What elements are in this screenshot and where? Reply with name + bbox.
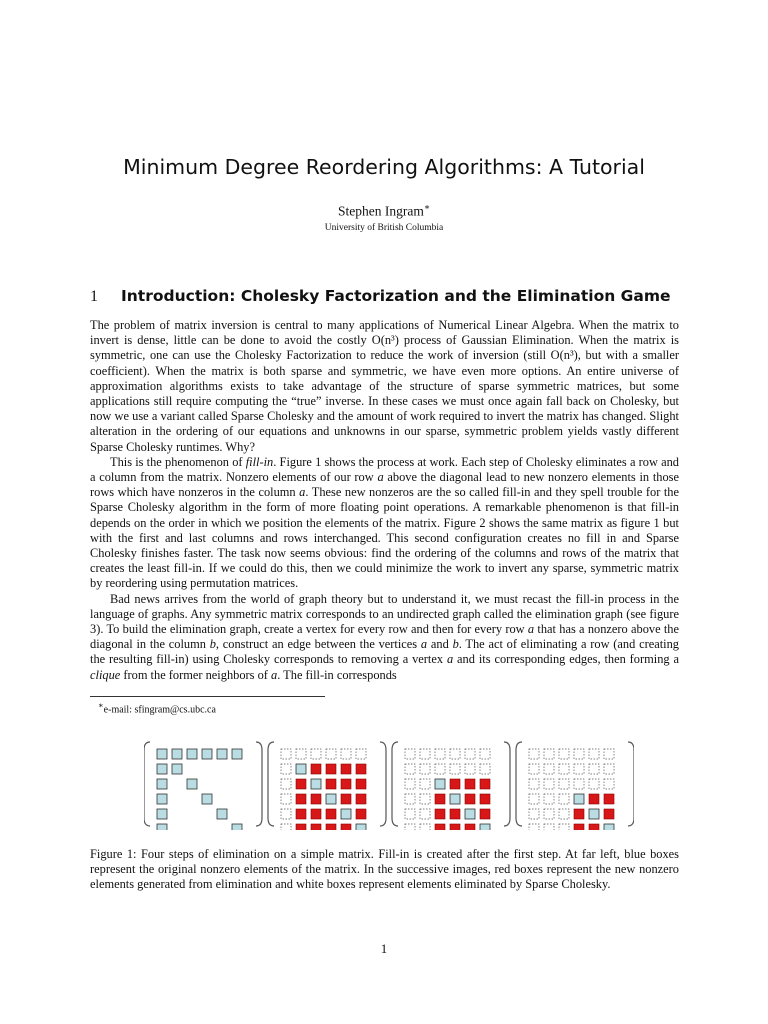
- matrix-panel-1: [144, 742, 262, 830]
- footnote: ∗e-mail: sfingram@cs.ubc.ca: [98, 701, 216, 716]
- fill-in-cell: [326, 809, 336, 819]
- eliminated-cell: [405, 779, 415, 789]
- nonzero-cell: [157, 764, 167, 774]
- eliminated-cell: [574, 779, 584, 789]
- matrix-panel-3: [392, 742, 510, 830]
- fill-in-cell: [341, 779, 351, 789]
- eliminated-cell: [420, 749, 430, 759]
- fill-in-cell: [574, 824, 584, 830]
- eliminated-cell: [296, 749, 306, 759]
- fill-in-cell: [296, 794, 306, 804]
- fill-in-cell: [311, 794, 321, 804]
- paragraph-2: This is the phenomenon of fill-in. Figure 1 shows the process at work. Each step of Cholesky eliminates a row and a column from the matrix. Nonzero elements of our row a above the diagonal lead to new nonzero elements in those rows which have nonzeros in the column a. These new nonzeros are the so called fill-in and they spell trouble for the Sparse Cholesky algorithm in the form of more floating point operations. A remarkable phenomenon is that fill-in depends on the order in which we position the elements of the matrix. Figure 2 shows the same matrix as figure 1 but with the first and last columns and rows interchanged. This second configuration creates no fill in and Sparse Cholesky finishes faster. The task now seems obvious: find the ordering of the columns and rows of the matrix that creates the least fill-in. If we could do this, then we could minimize the work to invert any sparse, symmetric matrix by reordering using permutation matrices.: [90, 454, 679, 591]
- eliminated-cell: [405, 794, 415, 804]
- left-bracket: [268, 742, 274, 826]
- eliminated-cell: [529, 764, 539, 774]
- eliminated-cell: [356, 749, 366, 759]
- left-bracket: [392, 742, 398, 826]
- page-number: 1: [380, 941, 388, 956]
- eliminated-cell: [281, 794, 291, 804]
- eliminated-cell: [544, 764, 554, 774]
- eliminated-cell: [341, 749, 351, 759]
- eliminated-cell: [480, 764, 490, 774]
- eliminated-cell: [465, 749, 475, 759]
- fill-in-cell: [435, 794, 445, 804]
- nonzero-cell: [157, 794, 167, 804]
- eliminated-cell: [281, 749, 291, 759]
- fill-in-cell: [480, 794, 490, 804]
- fill-in-cell: [465, 824, 475, 830]
- right-bracket: [628, 742, 634, 826]
- fill-in-cell: [450, 824, 460, 830]
- left-bracket: [516, 742, 522, 826]
- eliminated-cell: [405, 764, 415, 774]
- eliminated-cell: [574, 749, 584, 759]
- eliminated-cell: [559, 749, 569, 759]
- eliminated-cell: [450, 764, 460, 774]
- eliminated-cell: [281, 824, 291, 830]
- eliminated-cell: [559, 809, 569, 819]
- eliminated-cell: [529, 779, 539, 789]
- right-bracket: [380, 742, 386, 826]
- eliminated-cell: [281, 779, 291, 789]
- eliminated-cell: [529, 794, 539, 804]
- nonzero-cell: [465, 809, 475, 819]
- left-bracket: [144, 742, 150, 826]
- fill-in-cell: [341, 794, 351, 804]
- fill-in-cell: [296, 824, 306, 830]
- fill-in-cell: [341, 764, 351, 774]
- section-number: 1: [90, 288, 98, 305]
- figure-caption: Figure 1: Four steps of elimination on a simple matrix. Fill-in is created after the first step. At far left, blue boxes represent the original nonzero elements of the matrix. In the successive images, red boxes represent the new nonzero elements generated from elimination and white boxes represent elements eliminated by Sparse Cholesky.: [90, 847, 679, 892]
- affiliation: University of British Columbia: [324, 223, 444, 233]
- fill-in-cell: [296, 779, 306, 789]
- eliminated-cell: [420, 824, 430, 830]
- eliminated-cell: [529, 809, 539, 819]
- right-bracket: [504, 742, 510, 826]
- eliminated-cell: [589, 779, 599, 789]
- eliminated-cell: [604, 779, 614, 789]
- eliminated-cell: [544, 749, 554, 759]
- eliminated-cell: [435, 764, 445, 774]
- eliminated-cell: [604, 764, 614, 774]
- fill-in-cell: [356, 764, 366, 774]
- fill-in-cell: [450, 809, 460, 819]
- eliminated-cell: [311, 749, 321, 759]
- eliminated-cell: [420, 809, 430, 819]
- eliminated-cell: [281, 809, 291, 819]
- author-name: Stephen Ingram∗: [338, 202, 430, 219]
- nonzero-cell: [187, 779, 197, 789]
- eliminated-cell: [604, 749, 614, 759]
- eliminated-cell: [435, 749, 445, 759]
- nonzero-cell: [202, 749, 212, 759]
- eliminated-cell: [544, 824, 554, 830]
- fill-in-cell: [465, 779, 475, 789]
- nonzero-cell: [604, 824, 614, 830]
- section-title: Introduction: Cholesky Factorization and the Elimination Game: [121, 287, 671, 305]
- nonzero-cell: [574, 794, 584, 804]
- nonzero-cell: [157, 809, 167, 819]
- nonzero-cell: [157, 749, 167, 759]
- fill-in-cell: [465, 794, 475, 804]
- paragraph-3: Bad news arrives from the world of graph theory but to understand it, we must recast the fill-in process in the language of graphs. Any symmetric matrix corresponds to an undirected graph called the elimination graph (see figure 3). To build the elimination graph, create a vertex for every row and then for every row a that has a nonzero above the diagonal in the column b, construct an edge between the vertices a and b. The act of eliminating a row (and creating the resulting fill-in) using Cholesky corresponds to removing a vertex a and its corresponding edges, then forming a clique from the former neighbors of a. The fill-in corresponds: [90, 591, 680, 682]
- nonzero-cell: [296, 764, 306, 774]
- eliminated-cell: [326, 749, 336, 759]
- fill-in-cell: [435, 809, 445, 819]
- fill-in-cell: [589, 794, 599, 804]
- eliminated-cell: [544, 809, 554, 819]
- nonzero-cell: [232, 824, 242, 830]
- fill-in-cell: [356, 809, 366, 819]
- right-bracket: [256, 742, 262, 826]
- fill-in-cell: [589, 824, 599, 830]
- fill-in-cell: [311, 764, 321, 774]
- eliminated-cell: [465, 764, 475, 774]
- eliminated-cell: [405, 824, 415, 830]
- section-heading: [90, 287, 671, 306]
- fill-in-cell: [296, 809, 306, 819]
- eliminated-cell: [420, 779, 430, 789]
- nonzero-cell: [172, 749, 182, 759]
- fill-in-cell: [356, 794, 366, 804]
- nonzero-cell: [311, 779, 321, 789]
- eliminated-cell: [589, 764, 599, 774]
- eliminated-cell: [405, 749, 415, 759]
- eliminated-cell: [559, 794, 569, 804]
- eliminated-cell: [281, 764, 291, 774]
- nonzero-cell: [341, 809, 351, 819]
- eliminated-cell: [574, 764, 584, 774]
- nonzero-cell: [589, 809, 599, 819]
- eliminated-cell: [589, 749, 599, 759]
- nonzero-cell: [356, 824, 366, 830]
- body-text: [90, 318, 679, 683]
- nonzero-cell: [326, 794, 336, 804]
- nonzero-cell: [172, 764, 182, 774]
- nonzero-cell: [232, 749, 242, 759]
- figure-1-matrices: [144, 740, 634, 830]
- fill-in-cell: [356, 779, 366, 789]
- eliminated-cell: [420, 764, 430, 774]
- nonzero-cell: [217, 809, 227, 819]
- eliminated-cell: [405, 809, 415, 819]
- matrix-panel-4: [516, 742, 634, 830]
- fill-in-cell: [480, 809, 490, 819]
- fill-in-cell: [311, 824, 321, 830]
- nonzero-cell: [450, 794, 460, 804]
- nonzero-cell: [157, 824, 167, 830]
- eliminated-cell: [529, 824, 539, 830]
- eliminated-cell: [450, 749, 460, 759]
- fill-in-cell: [435, 824, 445, 830]
- author-footnote-mark: ∗: [423, 202, 430, 212]
- eliminated-cell: [420, 794, 430, 804]
- eliminated-cell: [559, 779, 569, 789]
- nonzero-cell: [217, 749, 227, 759]
- fill-in-cell: [480, 779, 490, 789]
- fill-in-cell: [604, 794, 614, 804]
- eliminated-cell: [559, 764, 569, 774]
- eliminated-cell: [559, 824, 569, 830]
- nonzero-cell: [157, 779, 167, 789]
- fill-in-cell: [574, 809, 584, 819]
- fill-in-cell: [326, 824, 336, 830]
- eliminated-cell: [544, 779, 554, 789]
- nonzero-cell: [435, 779, 445, 789]
- paragraph-1: The problem of matrix inversion is central to many applications of Numerical Linear Algebra. When the matrix to invert is dense, little can be done to avoid the costly O(n³) process of Gaussian Elimination. When the matrix is symmetric, one can use the Cholesky Factorization to reduce the work of inversion (still O(n³), but with a smaller coefficient). When the matrix is both sparse and symmetric, we have even more options. An entire universe of approximation algorithms exists to take advantage of the structure of sparse symmetric matrices, but some applications still require computing the “true” inverse. In these cases we must once again fall back on Cholesky, but now we use a variant called Sparse Cholesky and the amount of work required to invert the matrix has changed. Slight alteration in the ordering of our equations and unknowns in our sparse, symmetric problem yields vastly different Sparse Cholesky runtimes. Why?: [90, 318, 679, 454]
- eliminated-cell: [544, 794, 554, 804]
- matrix-panel-2: [268, 742, 386, 830]
- fill-in-cell: [326, 779, 336, 789]
- fill-in-cell: [450, 779, 460, 789]
- fill-in-cell: [311, 809, 321, 819]
- paper-title: Minimum Degree Reordering Algorithms: A Tutorial: [123, 155, 645, 179]
- nonzero-cell: [187, 749, 197, 759]
- fill-in-cell: [326, 764, 336, 774]
- fill-in-cell: [604, 809, 614, 819]
- eliminated-cell: [529, 749, 539, 759]
- nonzero-cell: [202, 794, 212, 804]
- footnote-rule: [90, 696, 325, 697]
- eliminated-cell: [480, 749, 490, 759]
- fill-in-cell: [341, 824, 351, 830]
- nonzero-cell: [480, 824, 490, 830]
